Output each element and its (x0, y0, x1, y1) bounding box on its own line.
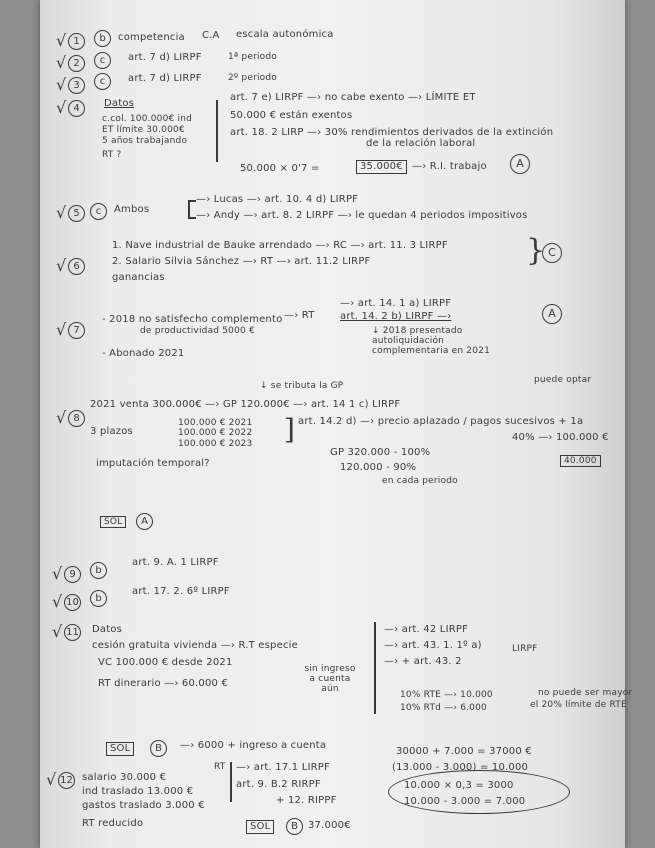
q11-r3: —› + art. 43. 2 (384, 656, 462, 667)
q12-res: 37.000€ (308, 820, 351, 831)
q8-opt: puede optar (534, 375, 592, 385)
answer-choice-c: c (90, 203, 107, 220)
q12-c3: 10.000 × 0,3 = 3000 (404, 780, 514, 791)
q12-l1: salario 30.000 € (82, 772, 167, 783)
q4-left-1: c.col. 100.000€ ind (102, 114, 193, 124)
answer-choice-b: B (286, 818, 303, 835)
q8-plazo-3: 100.000 € 2023 (178, 439, 253, 449)
answer-choice-a: A (136, 513, 153, 530)
check-mark-icon: √ (56, 203, 67, 222)
q8-pct: 40% —› 100.000 € (512, 432, 609, 443)
q8-gp3: en cada periodo (382, 476, 458, 486)
q11-r2: —› art. 43. 1. 1º a) (384, 640, 482, 651)
check-mark-icon: √ (46, 770, 57, 789)
check-mark-icon: √ (56, 53, 67, 72)
q12-c2: (13.000 - 3.000) = 10.000 (392, 762, 529, 773)
q12-sol: SOL (246, 820, 274, 834)
q12-l4: RT reducido (82, 818, 144, 829)
q7-r4: autoliquidación (372, 336, 445, 346)
bracket (188, 200, 196, 202)
answer-choice-b: b (90, 562, 107, 579)
q8-sol: SOL (100, 516, 126, 528)
q7-l1: - 2018 no satisfecho complemento (102, 314, 283, 325)
answer-choice-b: b (94, 30, 111, 47)
q12-m2: art. 9. B.2 RIRPF (236, 779, 321, 790)
question-number-5: 5 (68, 205, 85, 222)
answer-choice-a: A (542, 304, 562, 324)
q11-r1: —› art. 42 LIRPF (384, 624, 469, 635)
q3-text: art. 7 d) LIRPF (128, 73, 202, 84)
notebook-page (40, 0, 633, 848)
q7-r2: art. 14. 2 b) LIRPF —› (340, 311, 452, 322)
check-mark-icon: √ (56, 256, 67, 275)
question-number-3: 3 (68, 77, 85, 94)
q11-mid: sin ingreso a cuenta aún (304, 664, 356, 694)
q4-r2: 50.000 € están exentos (230, 110, 353, 121)
q11-r4: 10% RTE —› 10.000 (400, 690, 493, 700)
check-mark-icon: √ (56, 98, 67, 117)
question-number-7: 7 (68, 322, 85, 339)
q12-l2: ind traslado 13.000 € (82, 786, 194, 797)
check-mark-icon: √ (56, 31, 67, 50)
question-number-4: 4 (68, 100, 85, 117)
q8-gp2: 120.000 - 90% (340, 462, 417, 473)
q8-l1: 2021 venta 300.000€ —› GP 120.000€ —› art. 14 1 c) LIRPF (90, 399, 401, 410)
check-mark-icon: √ (52, 592, 63, 611)
question-number-2: 2 (68, 55, 85, 72)
question-number-1: 1 (68, 33, 85, 50)
bracket (188, 217, 196, 219)
q12-c4: 10.000 - 3.000 = 7.000 (404, 796, 526, 807)
check-mark-icon: √ (52, 564, 63, 583)
answer-choice-a: A (510, 154, 530, 174)
q4-left-3: 5 años trabajando (102, 136, 188, 146)
question-number-9: 9 (64, 566, 81, 583)
q5-l1: —› Lucas —› art. 10. 4 d) LIRPF (196, 194, 359, 205)
q12-l3: gastos traslado 3.000 € (82, 800, 205, 811)
q11-l3: RT dinerario —› 60.000 € (98, 678, 229, 689)
q11-tail: —› 6000 + ingreso a cuenta (180, 740, 327, 751)
check-mark-icon: √ (56, 408, 67, 427)
q11-lirpf: LIRPF (512, 644, 538, 654)
divider (230, 762, 232, 802)
answer-choice-c: C (542, 243, 562, 263)
q4-result-box: 35.000€ (356, 160, 407, 174)
q7-r3: ↓ 2018 presentado (372, 326, 463, 336)
q12-rt: RT (214, 762, 226, 772)
q11-r7: el 20% límite de RTE (530, 700, 627, 710)
q8-note: ↓ se tributa la GP (260, 381, 344, 391)
q12-m1: —› art. 17.1 LIRPF (236, 762, 330, 773)
q11-datos: Datos (92, 624, 123, 635)
q5-text: Ambos (114, 204, 150, 215)
q6-l2: 2. Salario Silvia Sánchez —› RT —› art. 11.2 LIRPF (112, 256, 371, 267)
q1-ca: C.A (202, 30, 220, 41)
q8-l2a: 3 plazos (90, 426, 133, 437)
q11-sol: SOL (106, 742, 134, 756)
q8-r2: art. 14.2 d) —› precio aplazado / pagos sucesivos + 1a (298, 416, 584, 427)
check-mark-icon: √ (52, 622, 63, 641)
q6-l3: ganancias (112, 272, 165, 283)
q7-l1b: de productividad 5000 € (140, 326, 255, 336)
q1-rest: escala autonómica (236, 29, 334, 40)
q8-res-box: 40.000 (560, 455, 601, 467)
bracket (188, 200, 190, 218)
question-number-6: 6 (68, 258, 85, 275)
divider (374, 622, 376, 714)
q11-l1: cesión gratuita vivienda —› R.T especie (92, 640, 298, 651)
q8-plazo-2: 100.000 € 2022 (178, 428, 253, 438)
q11-l2: VC 100.000 € desde 2021 (98, 657, 233, 668)
q8-gp1: GP 320.000 - 100% (330, 447, 431, 458)
q3-period: 2º periodo (228, 73, 278, 83)
question-number-12: 12 (58, 772, 75, 789)
answer-choice-c: c (94, 52, 111, 69)
q10-text: art. 17. 2. 6º LIRPF (132, 586, 230, 597)
q2-period: 1ª periodo (228, 52, 278, 62)
q7-l2: - Abonado 2021 (102, 348, 185, 359)
q4-r3: art. 18. 2 LIRP —› 30% rendimientos derivados de la extinción (230, 127, 554, 138)
q7-r5: complementaria en 2021 (372, 346, 491, 356)
q1-text: competencia (118, 32, 185, 43)
question-number-11: 11 (64, 624, 81, 641)
q11-r6: no puede ser mayor (538, 688, 633, 698)
brace-icon: } (526, 233, 546, 268)
q11-r5: 10% RTd —› 6.000 (400, 703, 487, 713)
q4-datos: Datos (104, 98, 135, 109)
question-number-8: 8 (68, 410, 85, 427)
q2-text: art. 7 d) LIRPF (128, 52, 202, 63)
q4-tail: —› R.I. trabajo (412, 161, 487, 172)
q7-arrow: —› RT (284, 310, 315, 321)
q4-calc: 50.000 × 0'7 = (240, 163, 320, 174)
answer-choice-b: B (150, 740, 167, 757)
check-mark-icon: √ (56, 320, 67, 339)
check-mark-icon: √ (56, 75, 67, 94)
q6-l1: 1. Nave industrial de Bauke arrendado —› RC —› art. 11. 3 LIRPF (112, 240, 448, 251)
q4-r4: de la relación laboral (366, 138, 476, 149)
q12-c1: 30000 + 7.000 = 37000 € (396, 746, 532, 757)
divider (216, 100, 218, 162)
q5-l2: —› Andy —› art. 8. 2 LIRPF —› le quedan 4 periodos impositivos (196, 210, 528, 221)
answer-choice-b: b (90, 590, 107, 607)
q9-text: art. 9. A. 1 LIRPF (132, 557, 219, 568)
circled-calculation (388, 770, 570, 814)
q8-l3: imputación temporal? (96, 458, 210, 469)
q4-left-2: ET límite 30.000€ (102, 125, 185, 135)
q7-r1: —› art. 14. 1 a) LIRPF (340, 298, 452, 309)
q12-m3: + 12. RIPPF (276, 795, 337, 806)
answer-choice-c: c (94, 73, 111, 90)
q8-plazo-1: 100.000 € 2021 (178, 418, 253, 428)
question-number-10: 10 (64, 594, 81, 611)
bracket-icon: ] (284, 413, 295, 446)
q4-left-4: RT ? (102, 150, 122, 160)
q4-r1: art. 7 e) LIRPF —› no cabe exento —› LÍMITE ET (230, 92, 476, 103)
